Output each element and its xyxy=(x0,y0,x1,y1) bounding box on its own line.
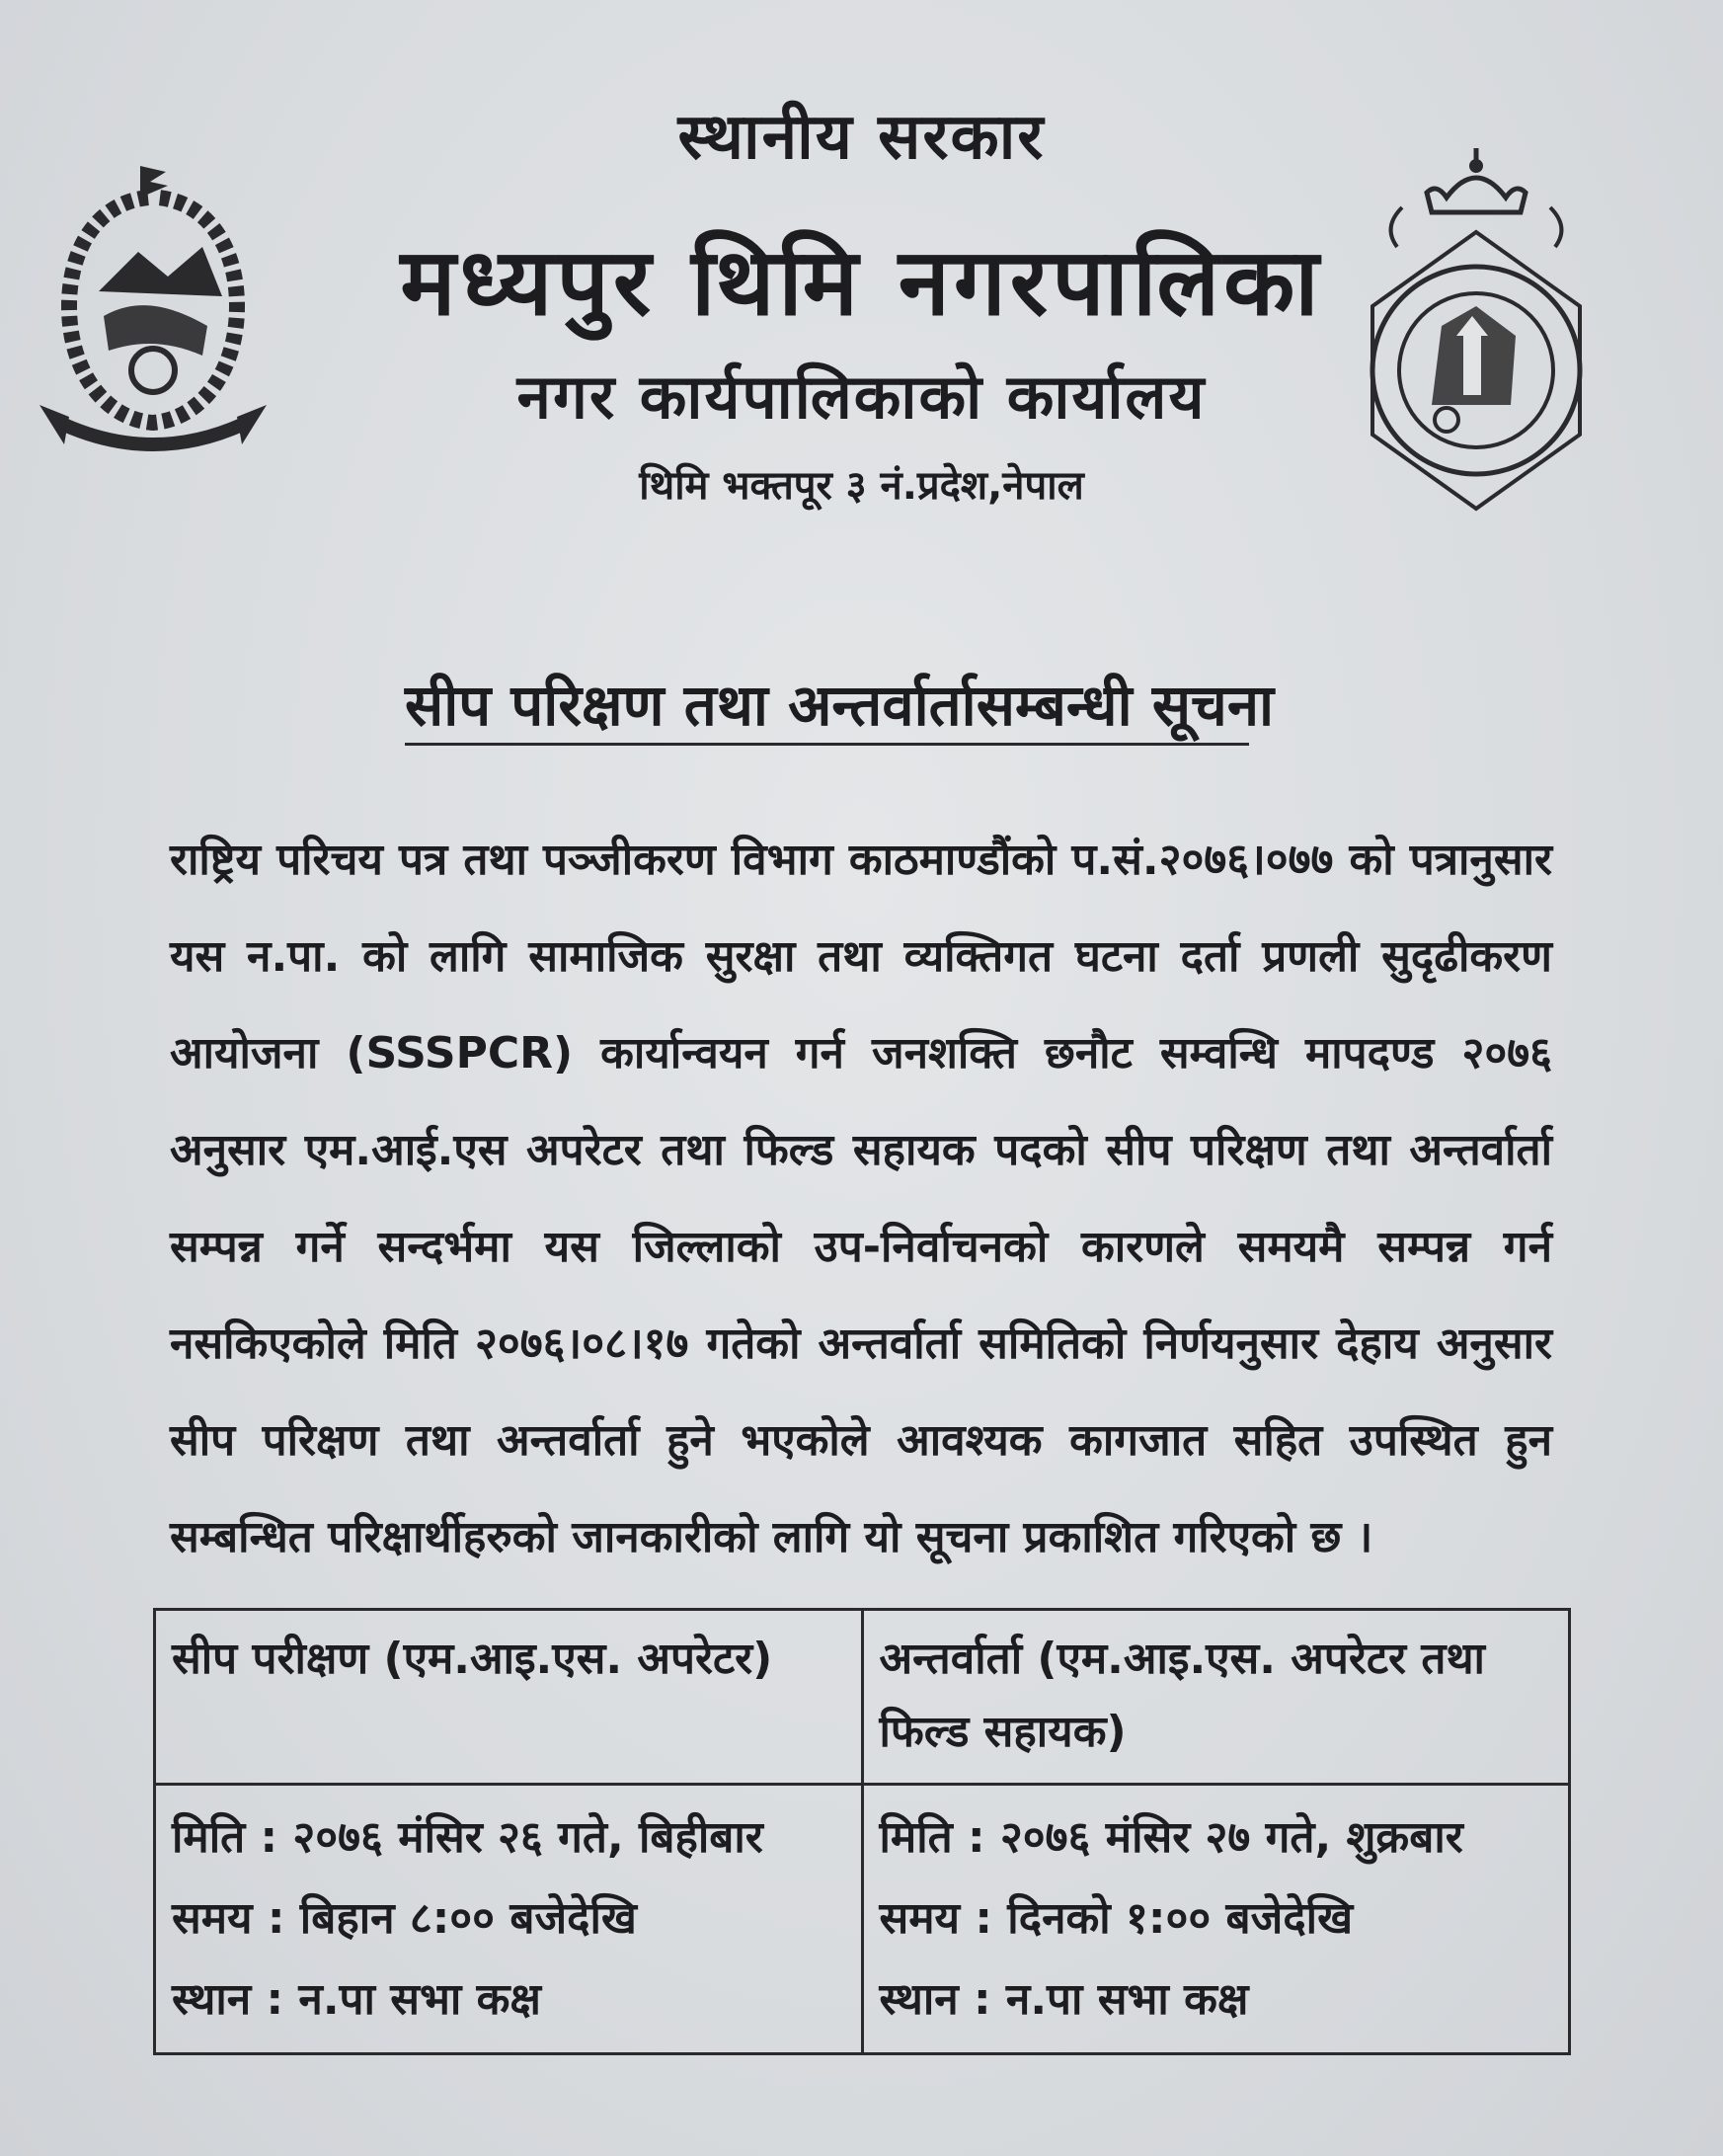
municipality-name: मध्यपुर थिमि नगरपालिका xyxy=(400,229,1323,337)
interview-date: मिति : २०७६ मंसिर २७ गते, शुक्रबार xyxy=(879,1812,1463,1863)
skill-test-time: समय : बिहान ८:०० बजेदेखि xyxy=(172,1893,637,1944)
office-name: नगर कार्यपालिकाको कार्यालय xyxy=(516,360,1207,433)
schedule-table xyxy=(153,1608,1571,2055)
interview-column-header: अन्तर्वार्ता (एम.आइ.एस. अपरेटर तथा फिल्ड सहायक) xyxy=(862,1610,1570,1785)
table-header-row xyxy=(155,1610,1570,1785)
interview-time: समय : दिनको १:०० बजेदेखि xyxy=(879,1893,1354,1944)
government-tier-heading: स्थानीय सरकार xyxy=(677,101,1046,174)
skill-test-details xyxy=(155,1785,863,2054)
table-row xyxy=(155,1785,1570,2054)
interview-details xyxy=(862,1785,1570,2054)
skill-test-venue: स्थान : न.पा सभा कक्ष xyxy=(172,1974,541,2025)
notice-title: सीप परिक्षण तथा अन्तर्वार्तासम्बन्धी सूचना xyxy=(405,672,1275,739)
notice-body: राष्ट्रिय परिचय पत्र तथा पञ्जीकरण विभाग काठमाण्डौंको प.सं.२०७६।०७७ को पत्रानुसार यस न.पा. को लागि सामाजिक सुरक्षा तथा व्यक्तिगत घटना दर्ता प्रणली सुदृढीकरण आयोजना (SSSPCR) कार्यान्वयन गर्न जनशक्ति छनौट सम्वन्धि मापदण्ड २०७६ अनुसार एम.आई.एस अपरेटर तथा फिल्ड सहायक पदको सीप परिक्षण तथा अन्तर्वार्ता सम्पन्न गर्ने सन्दर्भमा यस जिल्लाको उप-निर्वाचनको कारणले समयमै सम्पन्न गर्न नसकिएकोले मिति २०७६।०८।१७ गतेको अन्तर्वार्ता समितिको निर्णयनुसार देहाय अनुसार सीप परिक्षण तथा अन्तर्वार्ता हुने भएकोले आवश्यक कागजात सहित उपस्थित हुन सम्बन्धित परिक्षार्थीहरुको जानकारीको लागि यो सूचना प्रकाशित गरिएको छ । xyxy=(170,835,1552,1562)
title-underline xyxy=(405,743,1249,746)
office-address: थिमि भक्तपूर ३ नं.प्रदेश,नेपाल xyxy=(639,463,1084,509)
interview-venue: स्थान : न.पा सभा कक्ष xyxy=(879,1974,1249,2025)
skill-test-date: मिति : २०७६ मंसिर २६ गते, बिहीबार xyxy=(172,1812,763,1863)
skill-test-column-header: सीप परीक्षण (एम.आइ.एस. अपरेटर) xyxy=(155,1610,863,1785)
